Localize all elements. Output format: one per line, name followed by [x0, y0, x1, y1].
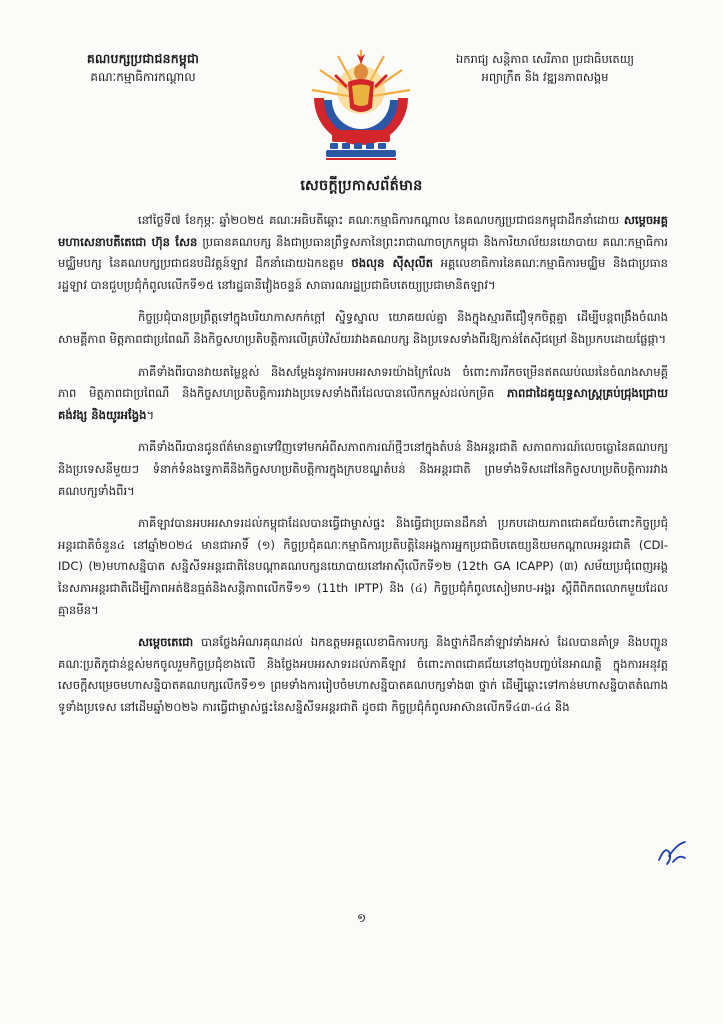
- national-motto: [426, 50, 664, 86]
- party-header: [58, 50, 228, 86]
- paragraph-6: សម្តេចតេជោ បានថ្លែងអំណរគុណដល់ ឯកឧត្តមអគ្គលេខាធិការបក្ស និងថ្នាក់ដឹកនាំឡាវទាំងអស់ ដែលបានគាំទ្រ និងបញ្ជូនគណៈប្រតិភូជាន់ខ្ពស់មកចូលរួមកិច្ចប្រជុំខាងលើ និងថ្លែងអបអរសាទរដល់ភាគីឡាវ ចំពោះភាពជោគជ័យនៅចុងបញ្ចប់នៃអាណត្តិ ក្នុងការអនុវត្តសេចក្តីសម្រេចមហាសន្និបាតគណបក្សលើកទី១១ ព្រមទាំងការរៀបចំមហាសន្និបាតគណបក្សទាំង៣ ថ្នាក់ ដើម្បីឆ្ពោះទៅកាន់មហាសន្និបាតតំណាងទូទាំងប្រទេស នៅដើមឆ្នាំ២០២៦ ការធ្វើជាម្ចាស់ផ្ទះនៃសន្និសីទអន្តរជាតិ ដូចជា កិច្ចប្រជុំកំពូលអាស៊ានលើកទី៤៣-៤៤ និង: [58, 635, 668, 714]
- paragraph-5: ភាគីឡាវបានអបអរសាទរដល់កម្ពុជាដែលបានធ្វើជាម្ចាស់ផ្ទះ និងធ្វើជាប្រធានដឹកនាំ ប្រកបដោយភាពជោគជ័យចំពោះកិច្ចប្រជុំអន្តរជាតិចំនួន៤ នៅឆ្នាំ២០២៤ មានជាអាទិ៍ (១) កិច្ចប្រជុំគណៈកម្មាធិការប្រតិបត្តិនៃអង្គការអ្នកប្រជាធិបតេយ្យនិយមកណ្តាលអន្តរជាតិ (CDI-IDC) (២)មហាសន្និបាត សន្និសីទអន្តរជាតិនៃបណ្តាគណបក្សនយោបាយនៅអាស៊ីលើកទី១២ (12th GA ICAPP) (៣) សម័យប្រជុំពេញអង្គនៃសភាអន្តរជាតិដើម្បីភាពអត់ឱនធ្មត់និងសន្តិភាពលើកទី១១ (11th IPTP) និង (៤) កិច្ចប្រជុំកំពូលសៀមរាប-អង្គរ ស្តីពីពិភពលោកមួយដែលគ្មានមីន។: [58, 516, 668, 617]
- motto-line-1: ឯករាជ្យ សន្តិភាព សេរីភាព ប្រជាធិបតេយ្យ: [455, 52, 635, 66]
- paragraph-4: ភាគីទាំងពីរបានជូនព័ត៌មានគ្នាទៅវិញទៅមកអំពីសភាពការណ៍ថ្មីៗនៅក្នុងតំបន់ និងអន្តរជាតិ សភាពការណ៍លេចធ្លោនៃគណបក្ស និងប្រទេសនីមួយៗ ទំនាក់ទំនងទ្វេភាគីនិងកិច្ចសហប្រតិបត្តិការក្នុងក្របខណ្ឌតំបន់ និងអន្តរជាតិ ព្រមទាំងទិសដៅនៃកិច្ចសហប្រតិបត្តិការរវាងគណបក្សទាំងពីរ។: [58, 440, 668, 498]
- party-name: គណបក្សប្រជាជនកម្ពុជា: [86, 51, 200, 66]
- leader-name-thongloun: ថងលុន ស៊ីសុលីត: [351, 256, 433, 271]
- paragraph-3: ភាគីទាំងពីរបានវាយតម្លៃខ្ពស់ និងសម្តែងនូវការអបអរសាទរយ៉ាងក្រៃលែង ចំពោះការរីកចម្រើនឥតឈប់ឈរនៃចំណងសាមគ្គីភាព មិត្តភាពជាប្រពៃណី និងកិច្ចសហប្រតិបត្តិការរវាងប្រទេសទាំងពីរដែលបានលើកកម្ពស់ដល់កម្រិត ភាពជាដៃគូយុទ្ធសាស្ត្រគ្រប់ជ្រុងជ្រោយ គង់វង្ស និងយូរអង្វែង។: [58, 364, 668, 422]
- samdech-techo: សម្តេចតេជោ: [138, 635, 194, 650]
- committee-name: គណៈកម្មាធិការកណ្តាល: [90, 70, 196, 84]
- document-title: សេចក្តីប្រកាសព័ត៌មាន: [300, 178, 423, 194]
- page-number: ១: [356, 911, 367, 925]
- document-body: [58, 210, 668, 729]
- leader-name-hun-sen: សម្តេចអគ្គមហាសេនាបតីតេជោ ហ៊ុន សែន: [58, 213, 668, 249]
- cpp-party-emblem-icon: [302, 46, 420, 162]
- paragraph-1: នៅថ្ងៃទី៧ ខែកុម្ភៈ ឆ្នាំ២០២៥ គណៈអធិបតីឆ្ពោះ គណៈកម្មាធិការកណ្តាល នៃគណបក្សប្រជាជនកម្ពុជាដឹកនាំដោយ សម្តេចអគ្គមហាសេនាបតីតេជោ ហ៊ុន សែន ប្រធានគណបក្ស និងជាប្រធានព្រឹទ្ធសភានៃព្រះរាជាណាចក្រកម្ពុជា និងការិយាល័យនយោបាយ គណៈកម្មាធិការមជ្ឈិមបក្ស នៃគណបក្សប្រជាជនបដិវត្តន៍ឡាវ ដឹកនាំដោយឯកឧត្តម ថងលុន ស៊ីសុលីត អគ្គលេខាធិការនៃគណៈកម្មាធិការមជ្ឈិម និងជាប្រធានរដ្ឋឡាវ បានជួបប្រជុំកំពូលលើកទី១៥ នៅរដ្ឋធានីវៀងចន្ទន៍ សាធារណរដ្ឋប្រជាធិបតេយ្យប្រជាមានិតឡាវ។: [58, 213, 668, 292]
- handwritten-initial-icon: [655, 838, 689, 868]
- motto-line-2: អព្យាក្រឹត និង វឌ្ឍនភាពសង្គម: [481, 70, 609, 84]
- paragraph-2: កិច្ចប្រជុំបានប្រព្រឹត្តទៅក្នុងបរិយាកាសកក់ក្តៅ ស្និទ្ធស្នាល យោគយល់គ្នា និងក្នុងស្មារតីជឿទុកចិត្តគ្នា ដើម្បីបន្តពង្រឹងចំណងសាមគ្គីភាព មិត្តភាពជាប្រពៃណី និងកិច្ចសហប្រតិបត្តិការលើគ្រប់វិស័យរវាងគណបក្ស និងប្រទេសទាំងពីរឱ្យកាន់តែស៊ីជម្រៅ និងប្រកបដោយផ្លែផ្កា។: [58, 310, 668, 346]
- partnership-phrase: ភាពជាដៃគូយុទ្ធសាស្ត្រគ្រប់ជ្រុងជ្រោយ គង់វង្ស និងយូរអង្វែង: [58, 386, 668, 422]
